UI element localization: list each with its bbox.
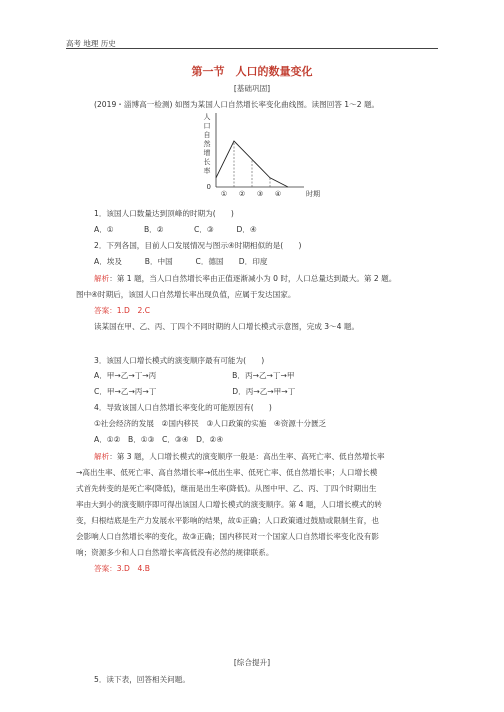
page-title: 第一节 人口的数量变化 bbox=[191, 65, 313, 78]
body-line: 式首先转变的是死亡率(降低)，继而是出生率(降低)。从图中甲、乙、丙、丁四个时期出生 bbox=[76, 484, 377, 493]
body-line: 变，归根结底是生产力发展水平影响的结果，故①正确；人口政策通过鼓励或限制生育，也 bbox=[76, 516, 379, 525]
y-axis-label-char: 人 bbox=[203, 113, 211, 121]
body-line: C．甲→乙→丙→丁 D．丙→乙→甲→丁 bbox=[94, 387, 296, 396]
body-line: A．甲→乙→丁→丙 B．丙→乙→丁→甲 bbox=[94, 371, 295, 380]
analysis-text: ：第 1 题，当人口自然增长率由正值逐渐减小为 0 时，人口总量达到最大。第 2 题。 bbox=[109, 274, 397, 283]
y-axis-label-char: 然 bbox=[203, 140, 211, 148]
body-line: 3．该国人口增长模式的演变顺序最有可能为( ) bbox=[94, 356, 265, 365]
body-line bbox=[94, 273, 396, 284]
body-line: 答案：3.D 4.B bbox=[94, 564, 150, 573]
body-line bbox=[94, 451, 385, 462]
section-advanced-label: [综合提升] bbox=[233, 658, 271, 667]
body-line: 率由大到小的演变顺序即可得出该国人口增长模式的演变顺序。第 4 题，人口增长模式的转 bbox=[76, 500, 382, 509]
question-5: 5．读下表，回答相关问题。 bbox=[94, 675, 190, 684]
tick-label: ③ bbox=[256, 190, 264, 198]
header-rule bbox=[66, 48, 438, 49]
growth-rate-chart bbox=[194, 110, 334, 202]
analysis-label: 解析 bbox=[94, 274, 110, 283]
y-axis-label-char: 口 bbox=[203, 122, 211, 130]
tick-label: ④ bbox=[274, 190, 282, 198]
body-line: →高出生率、低死亡率、高自然增长率→低出生率、低死亡率、低自然增长率；人口增长模 bbox=[76, 468, 378, 477]
origin-label: 0 bbox=[206, 183, 211, 191]
analysis-label: 解析 bbox=[94, 452, 110, 461]
body-line: 1．该国人口数量达到顶峰的时期为( ) bbox=[94, 209, 234, 218]
tick-label: ① bbox=[220, 190, 228, 198]
y-axis-label-char: 自 bbox=[203, 131, 211, 139]
body-line: 图中④时期后，该国人口自然增长率出现负值，应属于发达国家。 bbox=[76, 290, 296, 299]
body-line: 答案：1.D 2.C bbox=[94, 306, 151, 315]
body-line: A．埃及 B．中国 C．德国 D．印度 bbox=[94, 257, 268, 266]
intro-text: (2019・淄博高一检测) 如图为某国人口自然增长率变化曲线图。读图回答 1～2 题。 bbox=[94, 100, 380, 109]
y-axis-label-char: 长 bbox=[203, 158, 211, 166]
body-line: A．①② B．①③ C．③④ D．②④ bbox=[94, 435, 224, 444]
analysis-text: ：第 3 题，人口增长模式的演变顺序一般是：高出生率、高死亡率、低自然增长率 bbox=[109, 452, 385, 461]
y-axis-label-char: 率 bbox=[203, 167, 211, 175]
body-line: 响；资源多少和人口自然增长率高低没有必然的规律联系。 bbox=[76, 548, 274, 557]
section-basic-label: [基础巩固] bbox=[233, 84, 271, 93]
body-line: ①社会经济的发展 ②国内移民 ③人口政策的实施 ④资源十分匮乏 bbox=[94, 419, 327, 428]
tick-label: ② bbox=[238, 190, 246, 198]
page-header: 高考 地理 历史 bbox=[66, 39, 116, 48]
body-line: 2．下列各国，目前人口发展情况与图示④时期相似的是( ) bbox=[94, 241, 302, 250]
body-line: 会影响人口自然增长率的变化，故③正确；国内移民对一个国家人口自然增长率变化没有影 bbox=[76, 532, 379, 541]
body-line: A．① B．② C．③ D．④ bbox=[94, 225, 257, 234]
x-axis-label: 时期 bbox=[306, 190, 320, 198]
body-line: 4．导致该国人口自然增长率变化的可能原因有( ) bbox=[94, 403, 272, 412]
body-line: 读某国在甲、乙、丙、丁四个不同时期的人口增长模式示意图，完成 3～4 题。 bbox=[94, 322, 360, 331]
y-axis-label-char: 增 bbox=[203, 149, 211, 157]
